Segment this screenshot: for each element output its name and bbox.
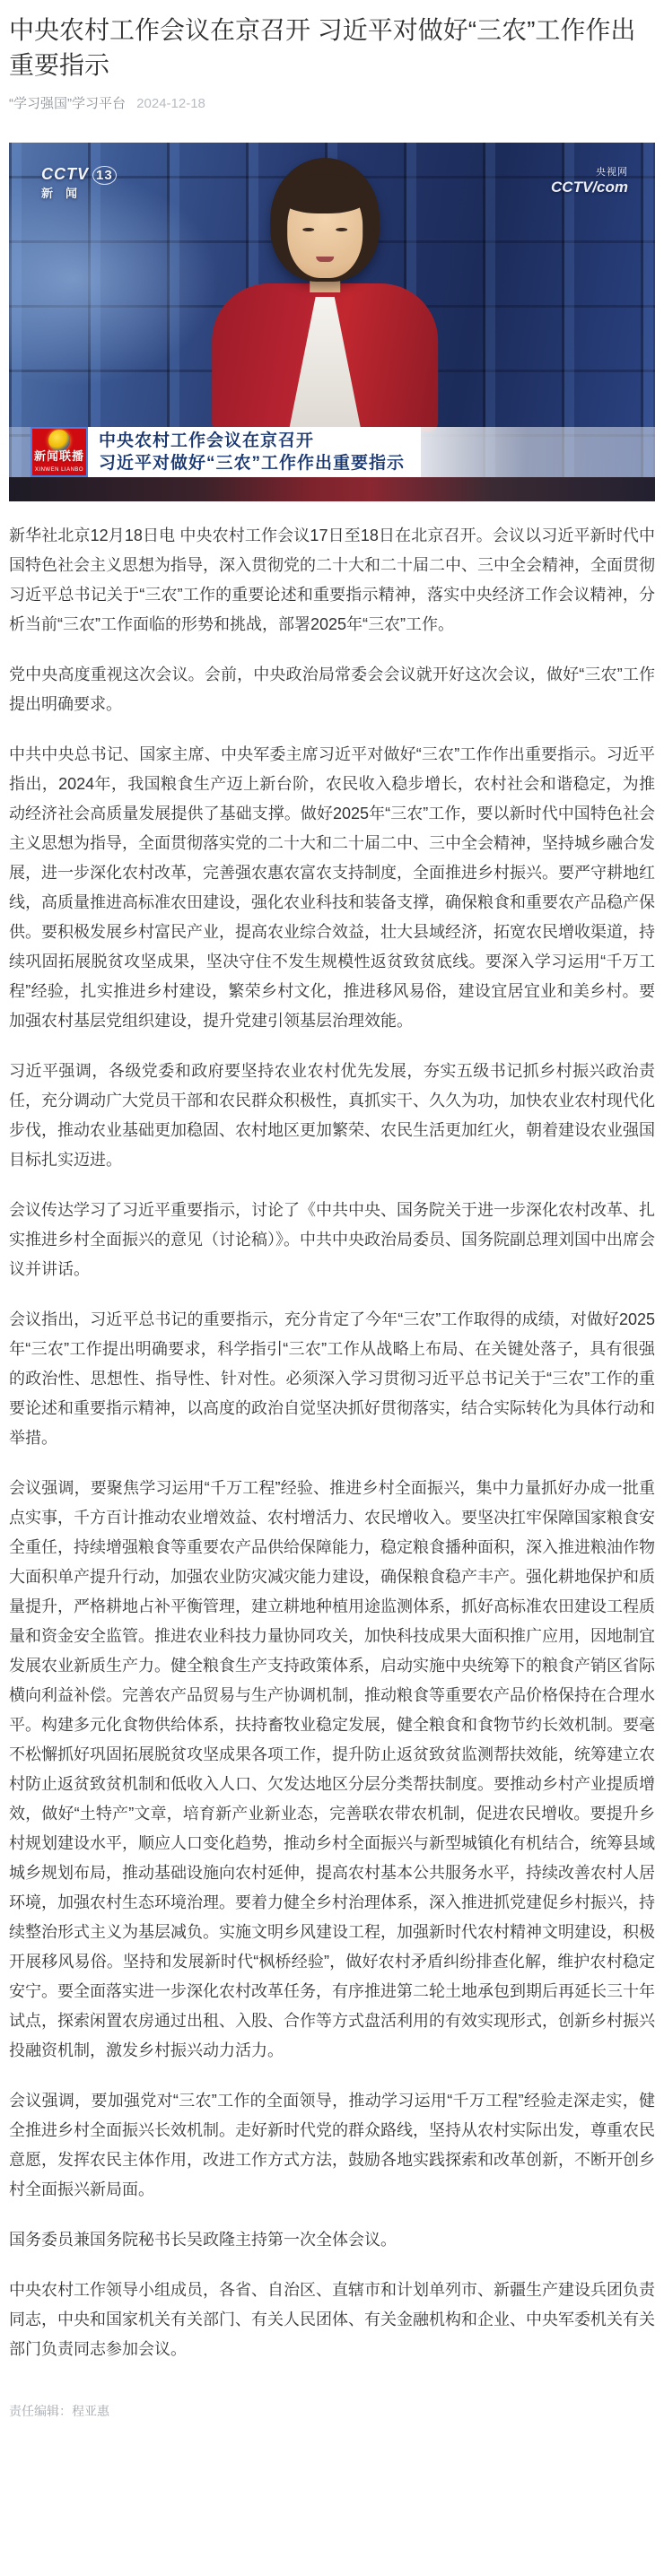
news-banner	[9, 427, 655, 477]
anchor-eye-right	[336, 228, 347, 231]
cctv-com-cn-label: 央视网	[596, 167, 628, 178]
news-anchor	[208, 158, 441, 431]
article-paragraph: 新华社北京12月18日电 中央农村工作会议17日至18日在北京召开。会议以习近平新时代中国特色社会主义思想为指导，深入贯彻党的二十大和二十届二中、三中全会精神，全面贯彻习近平总书记关于“三农”工作的重要论述和重要指示精神，落实中央经济工作会议精神，分析当前“三农”工作面临的形势和挑战，部署2025年“三农”工作。	[9, 527, 655, 633]
article-date: 2024-12-18	[136, 96, 205, 111]
xinwen-lianbo-logo	[31, 427, 88, 477]
article-paragraph: 会议传达学习了习近平重要指示，讨论了《中共中央、国务院关于进一步深化农村改革、扎实推进乡村全面振兴的意见（讨论稿）》。中共中央政治局委员、国务院副总理刘国中出席会议并讲话。	[9, 1201, 655, 1278]
anchor-mouth	[316, 257, 334, 262]
anchor-eye-left	[302, 228, 314, 231]
anchor-face	[287, 181, 363, 278]
program-subtitle: XINWEN LIANBO	[34, 467, 84, 473]
article-paragraph: 国务委员兼国务院秘书长吴政隆主持第一次全体会议。	[9, 2231, 397, 2249]
article-meta	[9, 93, 655, 112]
article-paragraph: 党中央高度重视这次会议。会前，中央政治局常委会会议就开好这次会议，做好“三农”工作提出明确要求。	[9, 666, 655, 713]
banner-headline-2: 习近平对做好“三农”工作作出重要指示	[99, 454, 406, 473]
cctv13-logo-text: CCTV	[41, 165, 89, 183]
news-video-player[interactable]	[9, 143, 655, 501]
article-paragraph: 中共中央总书记、国家主席、中央军委主席习近平对做好“三农”工作作出重要指示。习近平指出，2024年，我国粮食生产迈上新台阶，农民收入稳步增长，农村社会和谐稳定，为推动经济社会高质量发展提供了基础支撑。做好2025年“三农”工作，要以新时代中国特色社会主义思想为指导，全面贯彻落实党的二十大和二十届二中、三中全会精神，坚持城乡融合发展，进一步深化农村改革，完善强农惠农富农支持制度，全面推进乡村振兴。要严守耕地红线，高质量推进高标准农田建设，强化农业科技和装备支撑，确保粮食和重要农产品稳产保供。要积极发展乡村富民产业，提高农业综合效益，壮大县域经济，拓宽农民增收渠道，持续巩固拓展脱贫攻坚成果，坚决守住不发生规模性返贫致贫底线。要深入学习运用“千万工程”经验，扎实推进乡村建设，繁荣乡村文化，推进移风易俗，建设宜居宜业和美乡村。要加强农村基层党组织建设，提升党建引领基层治理效能。	[9, 745, 655, 1030]
program-title: 新闻联播	[33, 449, 84, 463]
cctv-com-watermark-logo	[551, 168, 628, 196]
studio-desk	[9, 477, 655, 501]
article-title: 中央农村工作会议在京召开 习近平对做好“三农”工作作出重要指示	[9, 16, 636, 79]
article-paragraph: 会议强调，要聚焦学习运用“千万工程”经验、推进乡村全面振兴，集中力量抓好办成一批重点实事，千方百计推动农业增效益、农村增活力、农民增收入。要坚决扛牢保障国家粮食安全重任，持续增强粮食等重要农产品供给保障能力，稳定粮食播种面积，深入推进粮油作物大面积单产提升行动，加强农业防灾减灾能力建设，确保粮食稳产丰产。强化耕地保护和质量提升，严格耕地占补平衡管理，建立耕地种植用途监测体系，抓好高标准农田建设工程质量和资金安全监管。推进农业科技力量协同攻关，加快科技成果大面积推广应用，因地制宜发展农业新质生产力。健全粮食生产支持政策体系，启动实施中央统筹下的粮食产销区省际横向利益补偿。完善农产品贸易与生产协调机制，推动粮食等重要农产品价格保持在合理水平。构建多元化食物供给体系，扶持畜牧业稳定发展，健全粮食和食物节约长效机制。要毫不松懈抓好巩固拓展脱贫攻坚成果各项工作，提升防止返贫致贫监测帮扶效能，统筹建立农村防止返贫致贫机制和低收入人口、欠发达地区分层分类帮扶制度。要推动乡村产业提质增效，做好“土特产”文章，培育新产业新业态，完善联农带农机制，促进农民增收。要提升乡村规划建设水平，顺应人口变化趋势，推动乡村全面振兴与新型城镇化有机结合，统筹县域城乡规划布局，推动基础设施向农村延伸，提高农村基本公共服务水平，持续改善农村人居环境，加强农村生态环境治理。要着力健全乡村治理体系，深入推进抓党建促乡村振兴，持续整治形式主义为基层减负。实施文明乡风建设工程，加强新时代农村精神文明建设，积极开展移风易俗。坚持和发展新时代“枫桥经验”，做好农村矛盾纠纷排查化解，维护农村稳定安宁。要全面落实进一步深化农村改革任务，有序推进第二轮土地承包到期后再延长三十年试点，探索闲置农房通过出租、入股、合作等方式盘活利用的有效实现形式，创新乡村振兴投融资机制，激发乡村振兴动力活力。	[9, 1479, 655, 2059]
article-body	[9, 521, 655, 2364]
cctv13-logo-number: 13	[92, 166, 117, 185]
cctv-com-en-label: CCTV/com	[551, 178, 628, 196]
cctv13-channel-logo	[41, 166, 117, 199]
banner-headlines	[88, 427, 421, 477]
article-paragraph: 习近平强调，各级党委和政府要坚持农业农村优先发展，夯实五级书记抓乡村振兴政治责任，充分调动广大党员干部和农民群众积极性，真抓实干、久久为功，加快农业农村现代化步伐，推动农业基础更加稳固、农村地区更加繁荣、农民生活更加红火，朝着建设农业强国目标扎实迈进。	[9, 1062, 655, 1169]
cctv13-logo-subtext: 新闻	[41, 187, 91, 200]
article-paragraph: 会议强调，要加强党对“三农”工作的全面领导，推动学习运用“千万工程”经验走深走实，健全推进乡村全面振兴长效机制。走好新时代党的群众路线，坚持从农村实际出发，尊重农民意愿，发挥农民主体作用，改进工作方式方法，鼓励各地实践探索和改革创新，不断开创乡村全面振兴新局面。	[9, 2092, 655, 2198]
article-paragraph: 中央农村工作领导小组成员，各省、自治区、直辖市和计划单列市、新疆生产建设兵团负责同志，中央和国家机关有关部门、有关人民团体、有关金融机构和企业、中央军委机关有关部门负责同志参加会议。	[9, 2281, 655, 2358]
banner-fade	[421, 427, 655, 477]
banner-headline-1: 中央农村工作会议在京召开	[99, 431, 315, 450]
article-paragraph: 会议指出，习近平总书记的重要指示，充分肯定了今年“三农”工作取得的成绩，对做好2025年“三农”工作提出明确要求，科学指引“三农”工作从战略上布局、在关键处落子，具有很强的政治性、思想性、指导性、针对性。必须深入学习贯彻习近平总书记关于“三农”工作的重要论述和重要指示精神，以高度的政治自觉坚决抓好贯彻落实，结合实际转化为具体行动和举措。	[9, 1310, 655, 1447]
article-source: “学习强国”学习平台	[9, 96, 126, 111]
editor-credit: 责任编辑：程亚惠	[9, 2404, 109, 2418]
